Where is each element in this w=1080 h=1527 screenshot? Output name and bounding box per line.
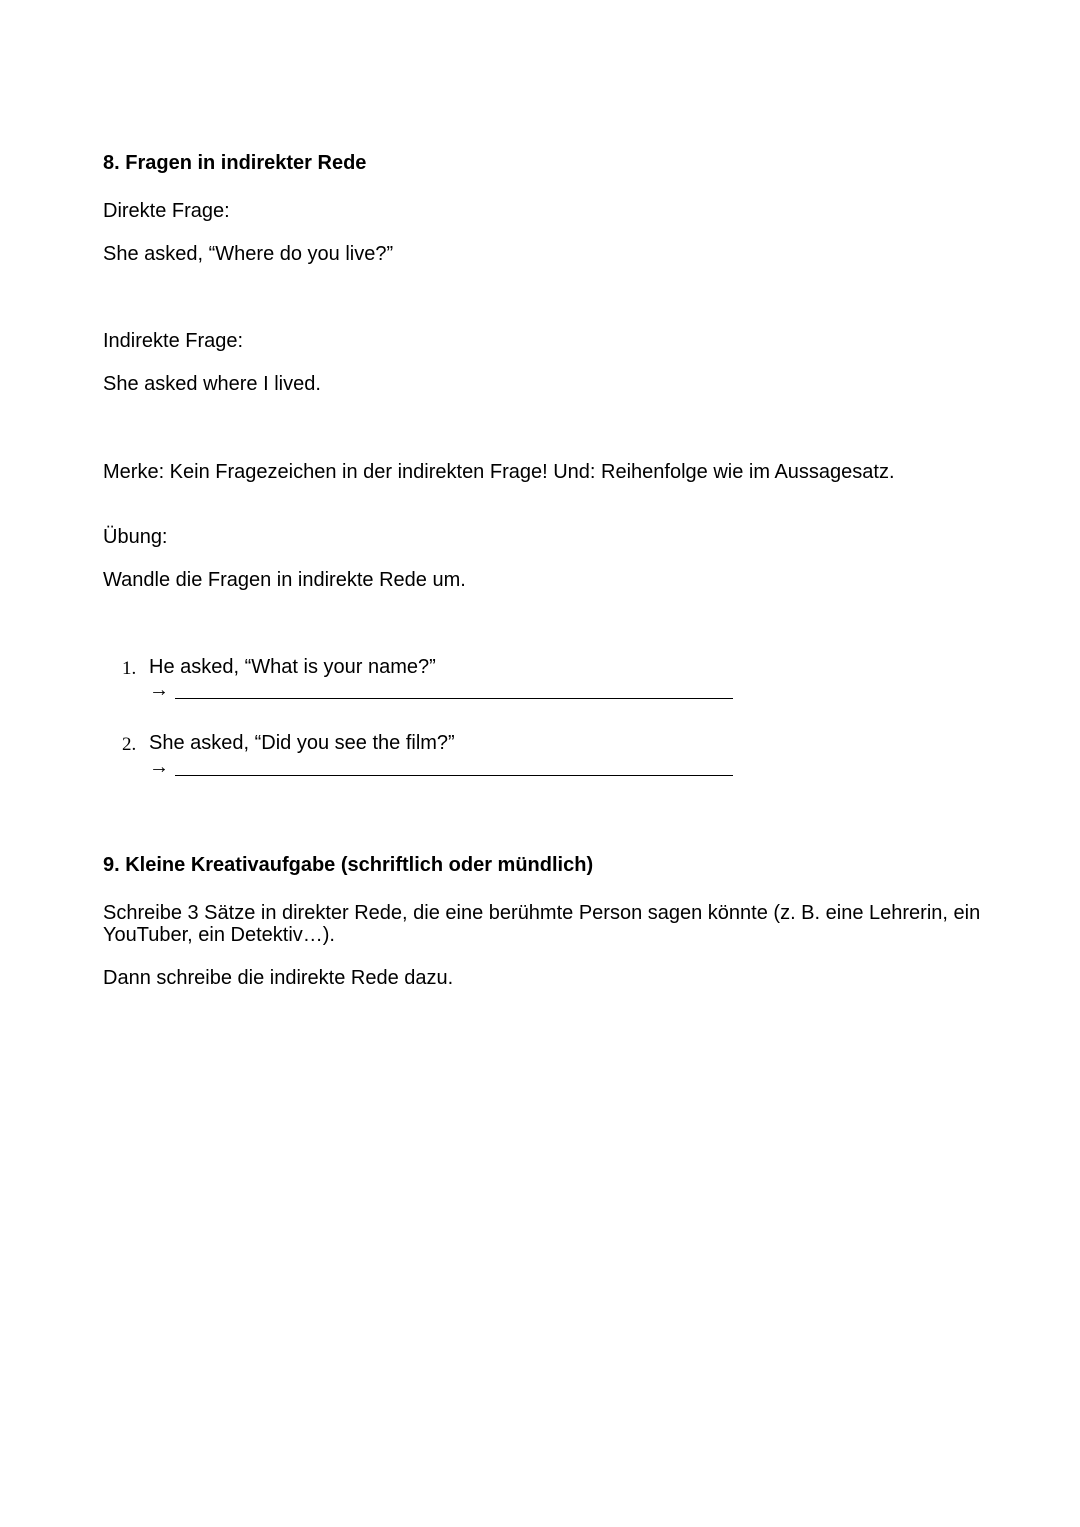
item-number: 2.	[122, 734, 137, 755]
section-8-heading: 8. Fragen in indirekter Rede	[103, 152, 367, 174]
creative-task-instruction: Schreibe 3 Sätze in direkter Rede, die eine berühmte Person sagen könnte (z. B. eine Lehrerin, ein YouTuber, ein Detektiv…).	[103, 902, 981, 946]
direct-question-label: Direkte Frage:	[103, 200, 230, 222]
item-number: 1.	[122, 658, 137, 679]
item-question: She asked, “Did you see the film?”	[149, 732, 455, 754]
arrow-icon: →	[149, 756, 169, 778]
exercise-label: Übung:	[103, 526, 168, 548]
answer-blank-line[interactable]	[175, 775, 733, 776]
direct-question-example: She asked, “Where do you live?”	[103, 243, 394, 265]
indirect-question-example: She asked where I lived.	[103, 373, 321, 395]
rule-note: Merke: Kein Fragezeichen in der indirekten Frage! Und: Reihenfolge wie im Aussagesatz.	[103, 461, 895, 483]
arrow-icon: →	[149, 679, 169, 701]
section-9-heading: 9. Kleine Kreativaufgabe (schriftlich oder mündlich)	[103, 854, 594, 876]
item-question: He asked, “What is your name?”	[149, 656, 436, 678]
answer-blank-line[interactable]	[175, 698, 733, 699]
creative-task-followup: Dann schreibe die indirekte Rede dazu.	[103, 967, 454, 989]
exercise-instruction: Wandle die Fragen in indirekte Rede um.	[103, 569, 466, 591]
indirect-question-label: Indirekte Frage:	[103, 330, 244, 352]
